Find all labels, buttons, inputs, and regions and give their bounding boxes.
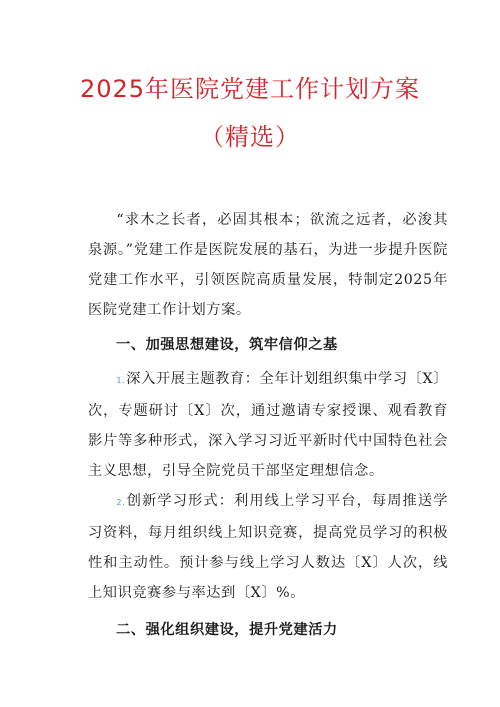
section-heading-2: 二、强化组织建设，提升党建活力 [116, 622, 338, 638]
intro-paragraph: “求木之长者，必固其根本；欲流之远者，必浚其泉源。”党建工作是医院发展的基石，为进一步提升医院党建工作水平，引领医院高质量发展，特制定2025年医院党建工作计划方案。 [88, 212, 448, 318]
section-1-item-1 [88, 364, 448, 486]
item-text: 创新学习形式：利用线上学习平台，每周推送学习资料，每月组织线上知识竞赛，提高党员学习的积极性和主动性。预计参与线上学习人数达〔X〕人次，线上知识竞赛参与率达到〔X〕%。 [88, 493, 448, 601]
item-text: 深入开展主题教育：全年计划组织集中学习〔X〕次，专题研讨〔X〕次，通过邀请专家授课、观看教育影片等多种形式，深入学习习近平新时代中国特色社会主义思想，引导全院党员干部坚定理想信念。 [88, 371, 448, 479]
item-number: 2. [116, 498, 126, 507]
document-title: 2025年医院党建工作计划方案 [79, 75, 421, 103]
section-heading-1: 一、加强思想建设，筑牢信仰之基 [116, 337, 338, 353]
item-number: 1. [116, 376, 126, 385]
section-1-item-2 [88, 486, 448, 608]
document-subtitle: （精选） [200, 123, 300, 151]
